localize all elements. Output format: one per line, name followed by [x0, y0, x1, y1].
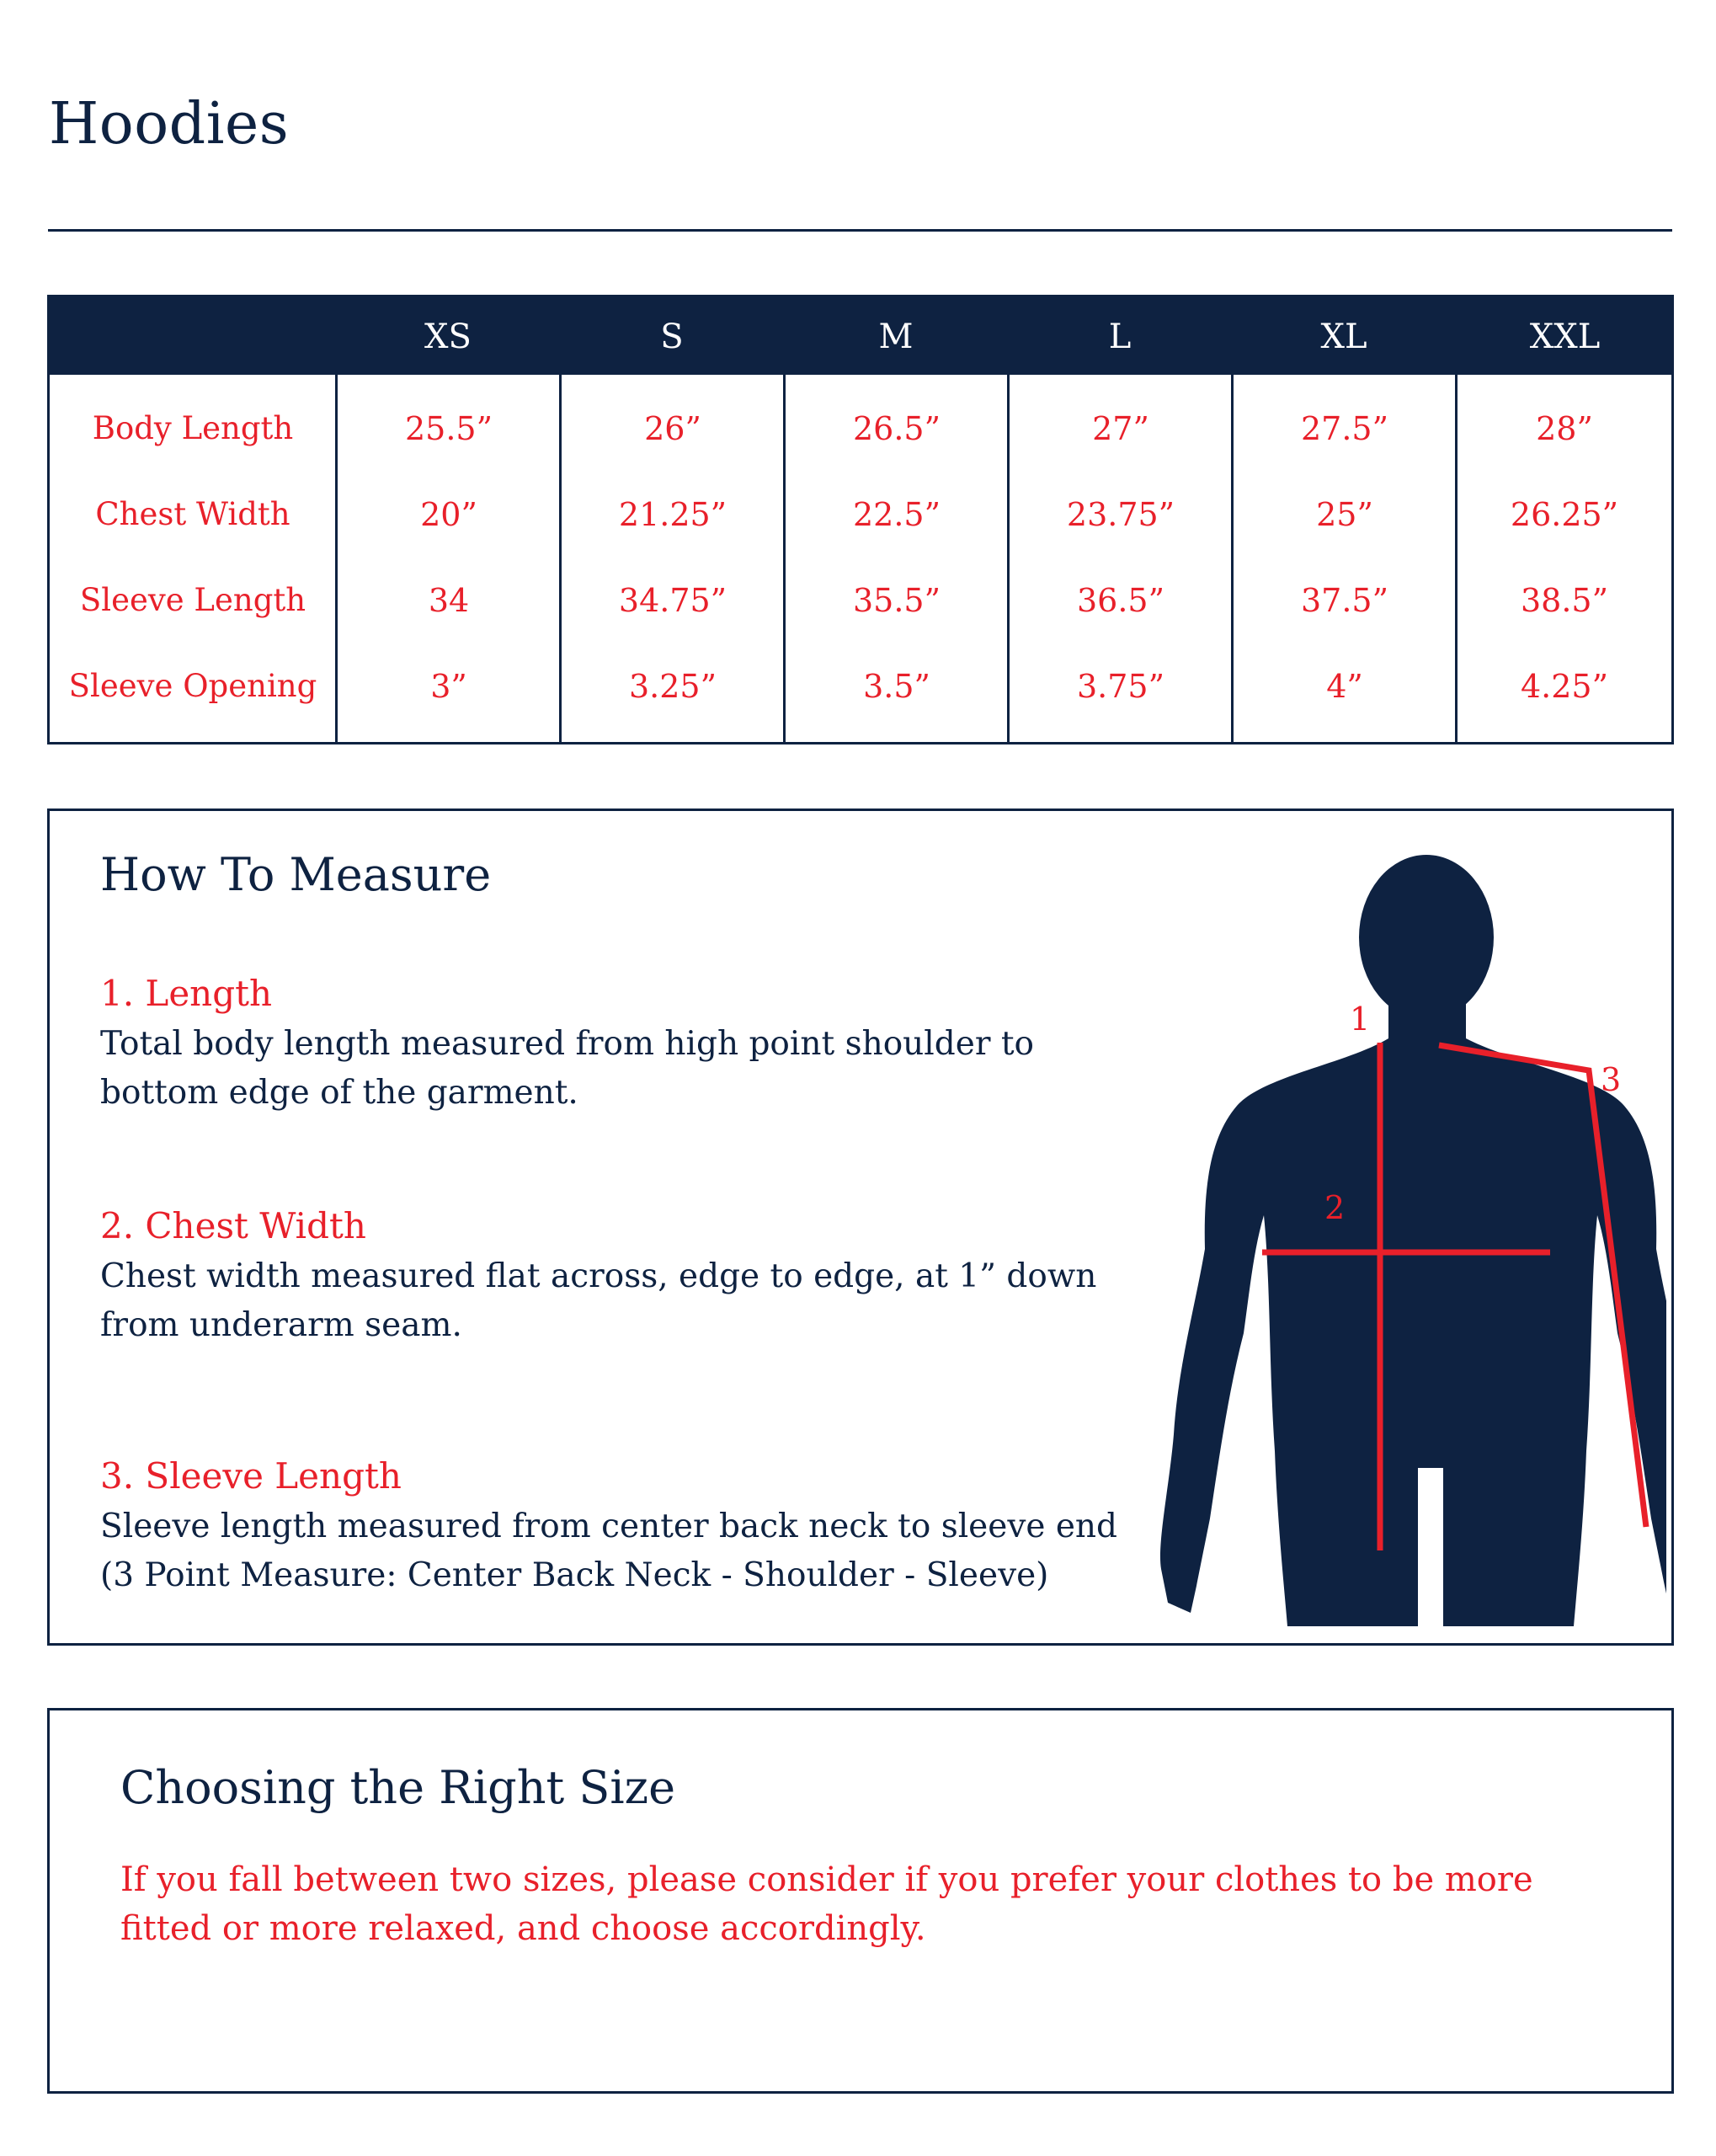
how-to-measure-title: How To Measure	[100, 848, 492, 901]
table-cell: 22.5”	[852, 496, 941, 533]
title-divider	[48, 229, 1672, 232]
table-cell: 28”	[1536, 410, 1593, 447]
table-cell: 26.25”	[1510, 496, 1619, 533]
choosing-size-text: If you fall between two sizes, please consider if you prefer your clothes to be more fitted or more relaxed, and choose accordingly.	[120, 1860, 1533, 1948]
table-cell: 4.25”	[1520, 668, 1609, 705]
table-cell: 3.5”	[863, 668, 930, 705]
table-cell: 26”	[644, 410, 701, 447]
size-header-m: M	[878, 318, 914, 356]
size-header-l: L	[1108, 318, 1132, 356]
table-cell: 34	[428, 582, 470, 619]
step-length-title: 1. Length	[100, 973, 273, 1014]
table-cell: 3”	[430, 668, 467, 705]
table-cell: 27.5”	[1300, 410, 1389, 447]
step-chest-width-title: 2. Chest Width	[100, 1205, 366, 1246]
table-cell: 36.5”	[1076, 582, 1165, 619]
size-header-xs: XS	[424, 318, 472, 356]
row-label-body-length: Body Length	[92, 410, 294, 446]
table-cell: 35.5”	[852, 582, 941, 619]
step-sleeve-length-title: 3. Sleeve Length	[100, 1455, 402, 1497]
step-sleeve-length-description: Sleeve length measured from center back neck to sleeve end (3 Point Measure: Center Back Neck - Shoulder - Sleeve)	[100, 1508, 1118, 1594]
page-title: Hoodies	[49, 91, 290, 157]
table-cell: 25”	[1316, 496, 1373, 533]
figure-marker-1: 1	[1350, 1001, 1371, 1038]
table-cell: 23.75”	[1066, 496, 1175, 533]
choosing-size-section	[47, 1708, 1674, 2094]
table-cell: 3.75”	[1076, 668, 1165, 705]
table-cell: 34.75”	[618, 582, 727, 619]
figure-torso	[1160, 1038, 1666, 1626]
size-header-xxl: XXL	[1529, 318, 1601, 356]
table-cell: 27”	[1092, 410, 1149, 447]
figure-marker-2: 2	[1324, 1189, 1346, 1226]
figure-marker-3: 3	[1601, 1061, 1622, 1098]
row-label-sleeve-length: Sleeve Length	[79, 582, 306, 618]
body-measurement-figure	[1144, 845, 1666, 1636]
row-label-sleeve-opening: Sleeve Opening	[68, 668, 317, 704]
table-cell: 37.5”	[1300, 582, 1389, 619]
table-cell: 26.5”	[852, 410, 941, 447]
table-cell: 20”	[420, 496, 477, 533]
size-chart-table	[47, 295, 1674, 744]
table-cell: 25.5”	[404, 410, 493, 447]
size-header-xl: XL	[1320, 318, 1367, 356]
row-label-chest-width: Chest Width	[95, 496, 290, 532]
step-chest-width-description: Chest width measured flat across, edge to edge, at 1” down from underarm seam.	[100, 1257, 1097, 1344]
size-header-row	[47, 295, 1674, 375]
table-cell: 4”	[1326, 668, 1363, 705]
step-length-description: Total body length measured from high point shoulder to bottom edge of the garment.	[100, 1025, 1035, 1112]
choosing-size-title: Choosing the Right Size	[120, 1761, 676, 1814]
table-cell: 3.25”	[628, 668, 717, 705]
size-header-s: S	[660, 318, 684, 356]
table-cell: 21.25”	[618, 496, 727, 533]
table-cell: 38.5”	[1520, 582, 1609, 619]
how-to-measure-section	[47, 808, 1674, 1646]
